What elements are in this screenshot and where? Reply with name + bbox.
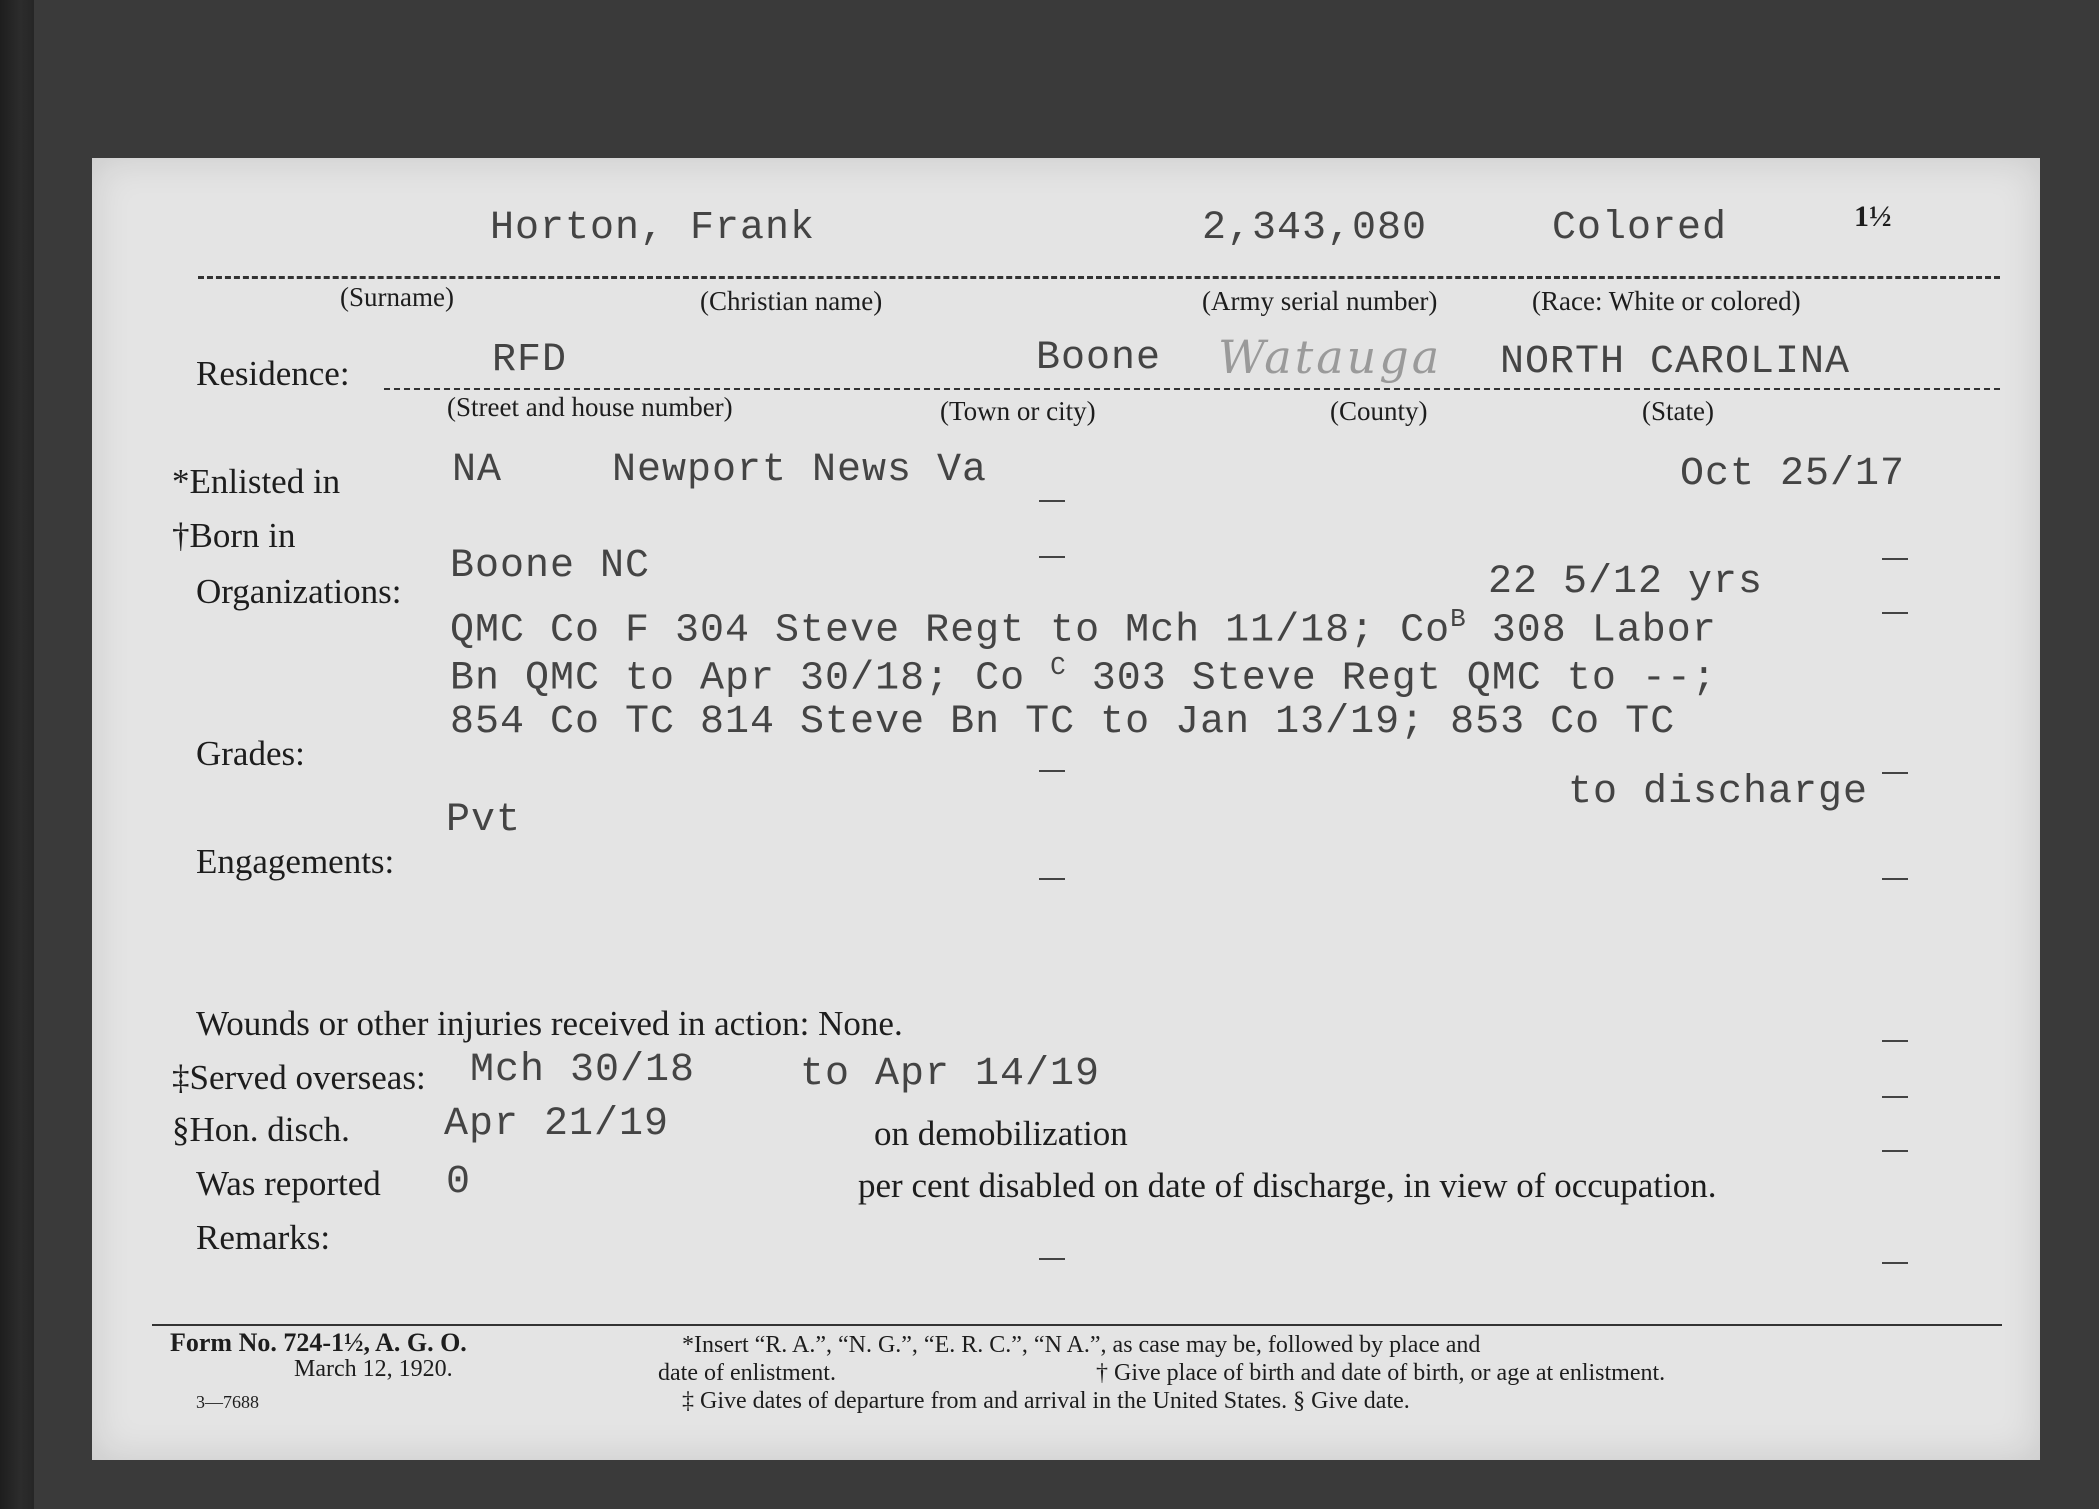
born-place: Boone NC xyxy=(450,544,651,589)
per-cent-disabled-text: per cent disabled on date of discharge, in view of occupation. xyxy=(858,1166,1717,1205)
label-remarks: Remarks: xyxy=(196,1218,331,1257)
tick-mark xyxy=(1882,878,1908,880)
enlisted-type: NA xyxy=(452,448,503,493)
residence-street: RFD xyxy=(492,338,568,383)
caption-street: (Street and house number) xyxy=(447,392,733,422)
tick-mark xyxy=(1039,556,1065,558)
organization-line-4: to discharge xyxy=(1568,770,1869,815)
label-enlisted: *Enlisted in xyxy=(172,462,341,501)
organization-line-1: QMC Co F 304 Steve Regt to Mch 11/18; $Co^B$ 308 Labor xyxy=(450,604,1717,654)
enlisted-place: Newport News Va xyxy=(612,448,988,493)
label-served-overseas: ‡Served overseas: xyxy=(172,1058,426,1097)
organization-line-2: Bn QMC to Apr 30/18; Co $^C$ 303 Steve Regt QMC to --; xyxy=(450,652,1717,702)
label-was-reported: Was reported xyxy=(196,1164,381,1203)
tick-mark xyxy=(1882,1262,1908,1264)
tick-mark xyxy=(1882,558,1908,560)
tick-mark xyxy=(1039,500,1065,502)
label-organizations: Organizations: xyxy=(196,572,402,611)
service-record-card xyxy=(92,158,2040,1460)
reported-percent: 0 xyxy=(446,1160,472,1205)
form-date: March 12, 1920. xyxy=(294,1356,453,1382)
label-wounds: Wounds or other injuries received in action: None. xyxy=(196,1004,903,1043)
tick-mark xyxy=(1039,770,1065,772)
wounds-value: None. xyxy=(818,1004,903,1043)
footnote-overseas-discharge: ‡ Give dates of departure from and arrival in the United States. § Give date. xyxy=(682,1388,1410,1414)
army-serial-number: 2,343,080 xyxy=(1202,206,1428,251)
footnote-born: † Give place of birth and date of birth, or age at enlistment. xyxy=(1096,1360,1666,1386)
residence-town: Boone xyxy=(1036,336,1162,381)
caption-town: (Town or city) xyxy=(940,396,1096,426)
residence-county: Watauga xyxy=(1218,330,1443,384)
on-demobilization: on demobilization xyxy=(874,1114,1128,1153)
surname-christian-name: Horton, Frank xyxy=(490,206,816,251)
header-rule xyxy=(198,276,2000,279)
caption-race: (Race: White or colored) xyxy=(1532,286,1801,316)
footer-rule xyxy=(152,1324,2002,1326)
label-born: †Born in xyxy=(172,516,296,555)
tick-mark xyxy=(1882,772,1908,774)
caption-county: (County) xyxy=(1330,396,1428,426)
born-age: 22 5/12 yrs xyxy=(1488,560,1764,605)
tick-mark xyxy=(1039,1258,1065,1260)
label-grades: Grades: xyxy=(196,734,305,773)
form-number: Form No. 724-1½, A. G. O. xyxy=(170,1328,467,1357)
overseas-departure: Mch 30/18 xyxy=(470,1048,696,1093)
tick-mark xyxy=(1882,612,1908,614)
label-hon-disch: §Hon. disch. xyxy=(172,1110,350,1149)
caption-surname: (Surname) xyxy=(340,282,454,312)
hon-disch-date: Apr 21/19 xyxy=(444,1102,670,1147)
organization-line-3: 854 Co TC 814 Steve Bn TC to Jan 13/19; 853 Co TC xyxy=(450,700,1676,745)
footnote-enlistment-date: date of enlistment. xyxy=(658,1360,836,1386)
tick-mark xyxy=(1882,1150,1908,1152)
label-engagements: Engagements: xyxy=(196,842,395,881)
card-mark: 1½ xyxy=(1854,200,1892,233)
footnote-enlisted: *Insert “R. A.”, “N. G.”, “E. R. C.”, “N A.”, as case may be, followed by place and xyxy=(682,1332,1481,1358)
label-residence: Residence: xyxy=(196,354,350,393)
caption-serial: (Army serial number) xyxy=(1202,286,1438,316)
enlisted-date: Oct 25/17 xyxy=(1680,452,1906,497)
grade-value: Pvt xyxy=(446,798,522,843)
residence-state: NORTH CAROLINA xyxy=(1500,340,1851,385)
caption-christian-name: (Christian name) xyxy=(700,286,883,316)
residence-rule xyxy=(384,388,2000,390)
tick-mark xyxy=(1039,878,1065,880)
album-spine xyxy=(0,0,34,1509)
form-code: 3—7688 xyxy=(196,1392,259,1412)
tick-mark xyxy=(1882,1040,1908,1042)
tick-mark xyxy=(1882,1096,1908,1098)
overseas-return: to Apr 14/19 xyxy=(800,1052,1101,1097)
race: Colored xyxy=(1552,206,1728,251)
caption-state: (State) xyxy=(1642,396,1714,426)
